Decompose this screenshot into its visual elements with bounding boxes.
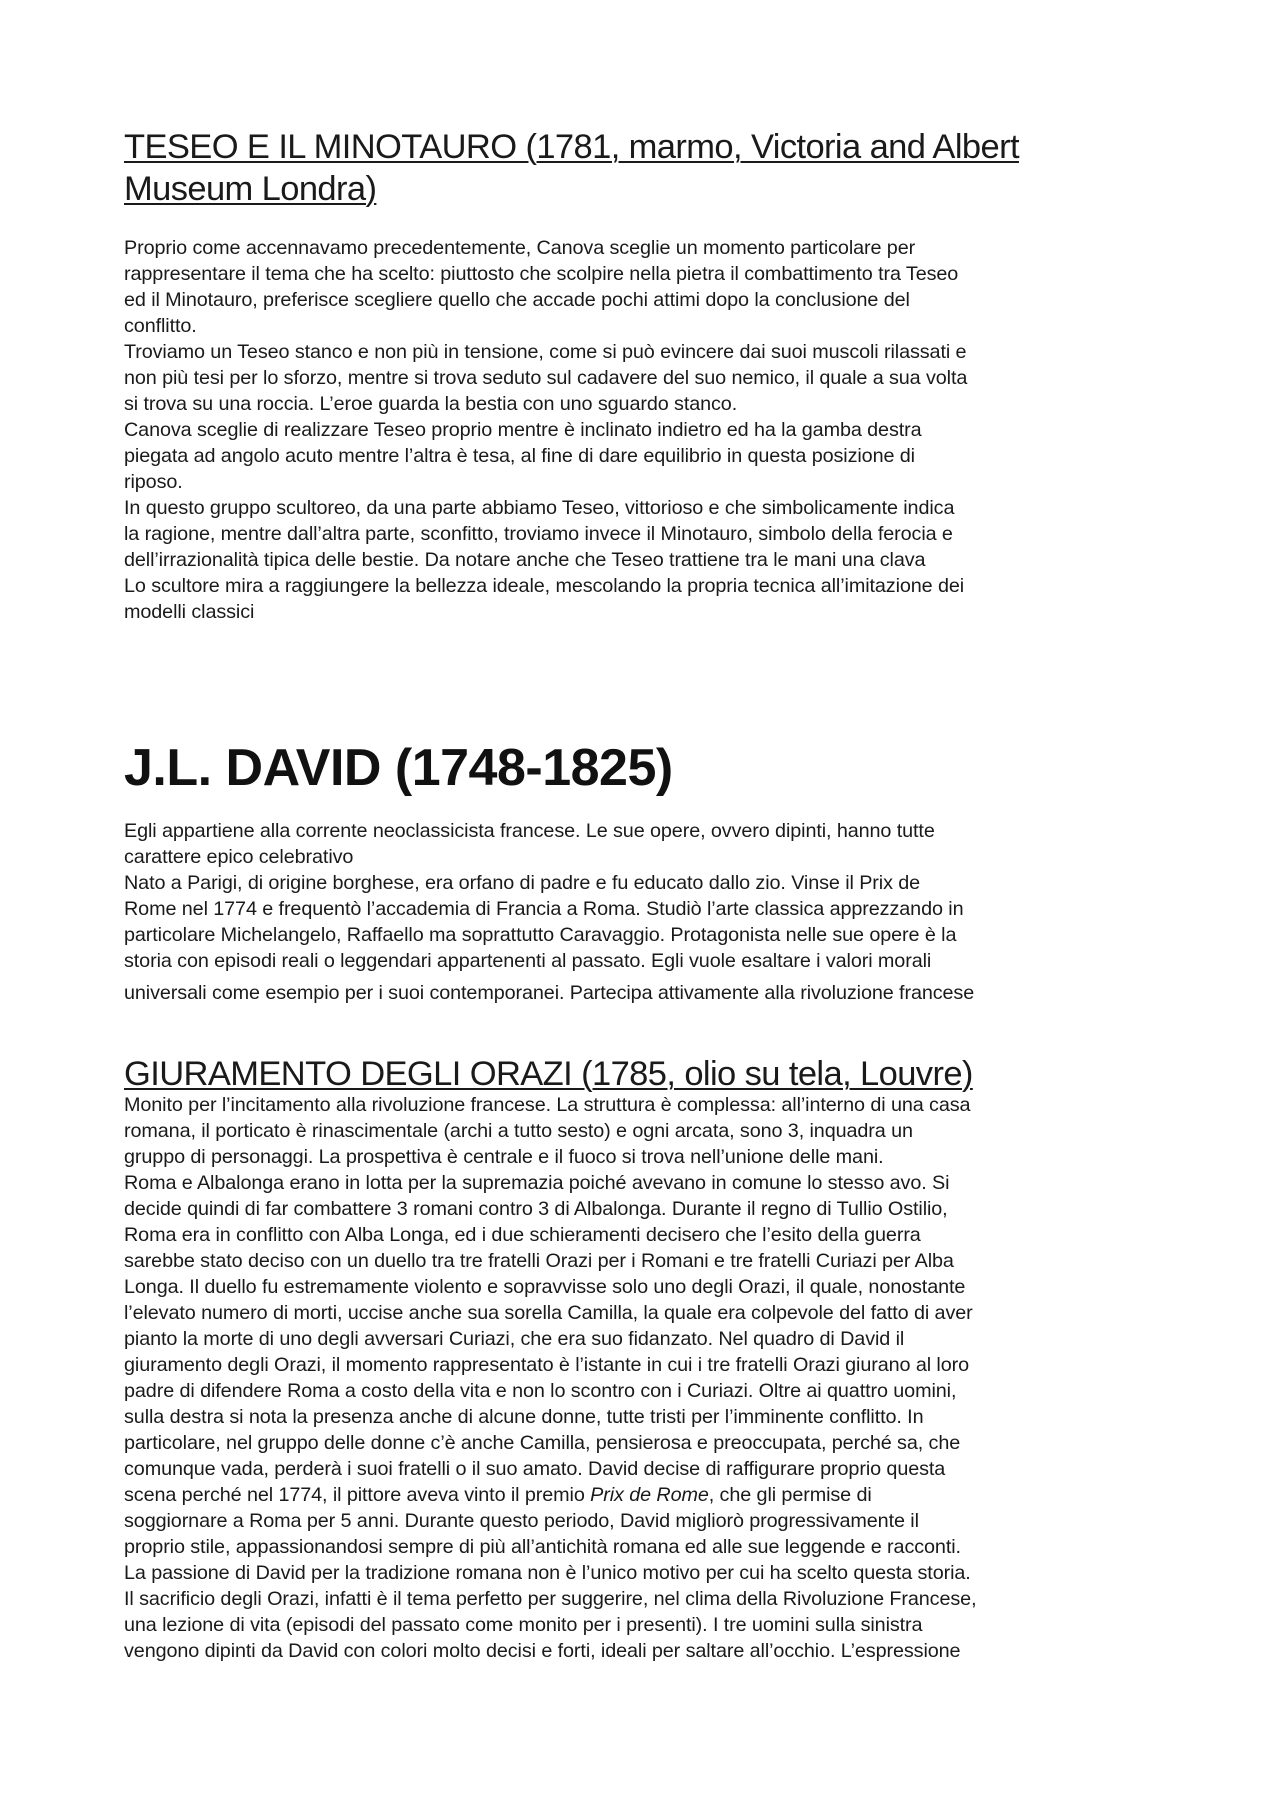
text-line: Troviamo un Teseo stanco e non più in tensione, come si può evincere dai suoi muscoli rilassati e: [124, 341, 967, 363]
text-line: l’elevato numero di morti, uccise anche sua sorella Camilla, la quale era colpevole del fatto di aver: [124, 1302, 973, 1324]
text-line: Rome nel 1774 e frequentò l’accademia di Francia a Roma. Studiò l’arte classica apprezzando in: [124, 898, 964, 920]
text-line: decide quindi di far combattere 3 romani contro 3 di Albalonga. Durante il regno di Tullio Ostilio,: [124, 1198, 948, 1220]
text-line: modelli classici: [124, 601, 255, 623]
text-line: riposo.: [124, 471, 183, 493]
text-line: Monito per l’incitamento alla rivoluzione francese. La struttura è complessa: all’interno di una casa: [124, 1094, 971, 1116]
text-line: carattere epico celebrativo: [124, 846, 354, 868]
text-line: Roma era in conflitto con Alba Longa, ed i due schieramenti decisero che l’esito della guerra: [124, 1224, 921, 1246]
text-line: La passione di David per la tradizione romana non è l’unico motivo per cui ha scelto questa storia.: [124, 1562, 971, 1584]
text-line: universali come esempio per i suoi contemporanei. Partecipa attivamente alla rivoluzione francese: [124, 982, 975, 1004]
title-line: TESEO E IL MINOTAURO (1781, marmo, Victoria and Albert: [124, 128, 1019, 166]
text-line: storia con episodi reali o leggendari appartenenti al passato. Egli vuole esaltare i valori morali: [124, 950, 932, 972]
paragraph-david: [124, 818, 963, 974]
text-line: una lezione di vita (episodi del passato come monito per i presenti). I tre uomini sulla sinistra: [124, 1614, 923, 1636]
text-line: Il sacrificio degli Orazi, infatti è il tema perfetto per suggerire, nel clima della Rivoluzione Francese,: [124, 1588, 977, 1610]
paragraph-orazi: [124, 1092, 976, 1664]
text-line: Lo scultore mira a raggiungere la bellezza ideale, mescolando la propria tecnica all’imitazione dei: [124, 575, 965, 597]
section-title-david: J.L. DAVID (1748-1825): [124, 739, 673, 797]
section-title-teseo: [124, 126, 1019, 210]
text-line: ed il Minotauro, preferisce scegliere quello che accade pochi attimi dopo la conclusione del: [124, 289, 910, 311]
text-line: Longa. Il duello fu estremamente violento e sopravvisse solo uno degli Orazi, il quale, nonostante: [124, 1276, 966, 1298]
text-line: proprio stile, appassionandosi sempre di più all’antichità romana ed alle sue leggende e racconti.: [124, 1536, 961, 1558]
text-line: si trova su una roccia. L’eroe guarda la bestia con uno sguardo stanco.: [124, 393, 738, 415]
paragraph-teseo: [124, 235, 967, 625]
text-line: In questo gruppo scultoreo, da una parte abbiamo Teseo, vittorioso e che simbolicamente indica: [124, 497, 955, 519]
text-line: sarebbe stato deciso con un duello tra tre fratelli Orazi per i Romani e tre fratelli Curiazi per Alba: [124, 1250, 954, 1272]
text-line: gruppo di personaggi. La prospettiva è centrale e il fuoco si trova nell’unione delle mani.: [124, 1146, 884, 1168]
text-line: Canova sceglie di realizzare Teseo proprio mentre è inclinato indietro ed ha la gamba destra: [124, 419, 922, 441]
text-line: conflitto.: [124, 315, 197, 337]
text-line: rappresentare il tema che ha scelto: piuttosto che scolpire nella pietra il combattimento tra Teseo: [124, 263, 959, 285]
text-line: piegata ad angolo acuto mentre l’altra è tesa, al fine di dare equilibrio in questa posizione di: [124, 445, 915, 467]
text-segment: , che gli permise di: [708, 1484, 872, 1506]
paragraph-david-end: [124, 980, 974, 1006]
text-line-prix: [124, 1482, 976, 1508]
text-line: giuramento degli Orazi, il momento rappresentato è l’istante in cui i tre fratelli Orazi giurano al loro: [124, 1354, 969, 1376]
text-line: non più tesi per lo sforzo, mentre si trova seduto sul cadavere del suo nemico, il quale a sua volta: [124, 367, 968, 389]
text-line: Proprio come accennavamo precedentemente, Canova sceglie un momento particolare per: [124, 237, 916, 259]
text-line: Egli appartiene alla corrente neoclassicista francese. Le sue opere, ovvero dipinti, hanno tutte: [124, 820, 935, 842]
section-title-orazi: GIURAMENTO DEGLI ORAZI (1785, olio su tela, Louvre): [124, 1055, 973, 1093]
text-line: soggiornare a Roma per 5 anni. Durante questo periodo, David migliorò progressivamente il: [124, 1510, 919, 1532]
text-line: particolare, nel gruppo delle donne c’è anche Camilla, pensierosa e preoccupata, perché sa, che: [124, 1432, 961, 1454]
title-line: Museum Londra): [124, 170, 377, 208]
text-line: Roma e Albalonga erano in lotta per la supremazia poiché avevano in comune lo stesso avo. Si: [124, 1172, 950, 1194]
text-line: sulla destra si nota la presenza anche di alcune donne, tutte tristi per l’imminente conflitto. In: [124, 1406, 924, 1428]
text-line: la ragione, mentre dall’altra parte, sconfitto, troviamo invece il Minotauro, simbolo della ferocia e: [124, 523, 953, 545]
text-line: Nato a Parigi, di origine borghese, era orfano di padre e fu educato dallo zio. Vinse il Prix de: [124, 872, 921, 894]
text-line: comunque vada, perderà i suoi fratelli o il suo amato. David decise di raffigurare proprio questa: [124, 1458, 946, 1480]
text-line: particolare Michelangelo, Raffaello ma soprattutto Caravaggio. Protagonista nelle sue opere è la: [124, 924, 957, 946]
text-line: pianto la morte di uno degli avversari Curiazi, che era suo fidanzato. Nel quadro di David il: [124, 1328, 905, 1350]
text-segment: scena perché nel 1774, il pittore aveva vinto il premio: [124, 1484, 591, 1506]
text-line: vengono dipinti da David con colori molto decisi e forti, ideali per saltare all’occhio. L’espressione: [124, 1640, 961, 1662]
italic-term: Prix de Rome: [590, 1484, 709, 1506]
text-line: padre di difendere Roma a costo della vita e non lo scontro con i Curiazi. Oltre ai quattro uomini,: [124, 1380, 957, 1402]
text-line: dell’irrazionalità tipica delle bestie. Da notare anche che Teseo trattiene tra le mani una clava: [124, 549, 926, 571]
text-line: romana, il porticato è rinascimentale (archi a tutto sesto) e ogni arcata, sono 3, inquadra un: [124, 1120, 913, 1142]
